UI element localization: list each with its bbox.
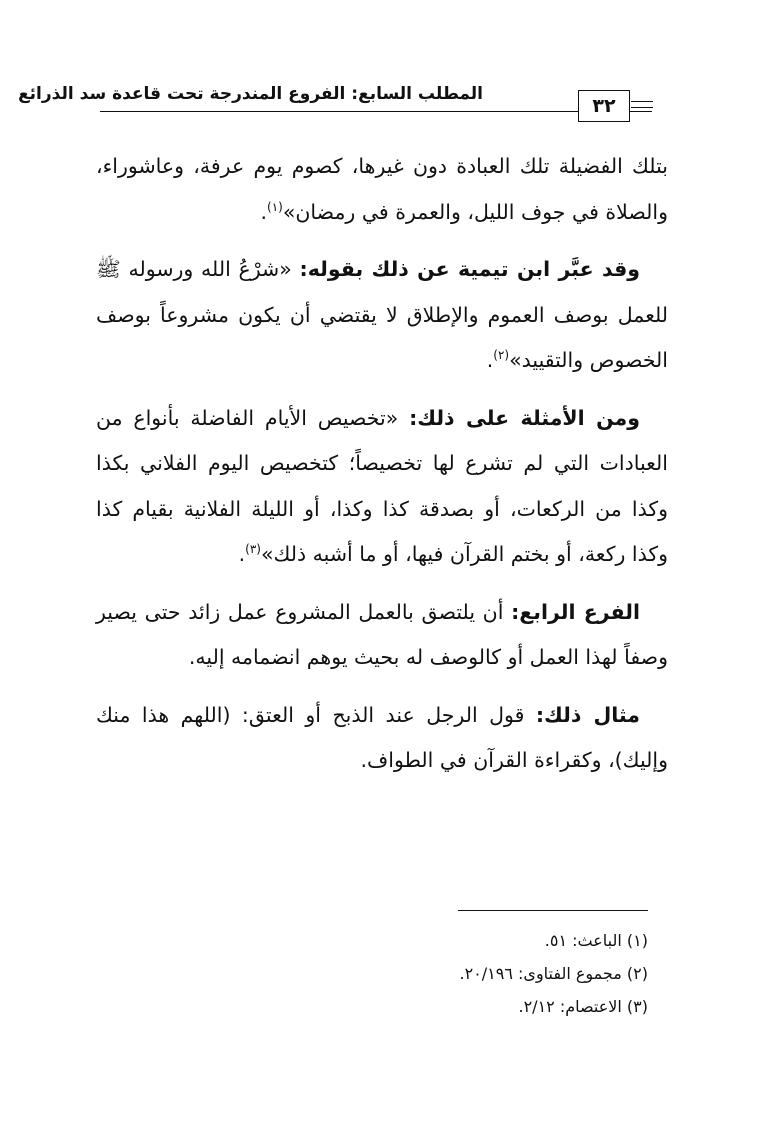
- paragraph-text: أن يلتصق بالعمل المشروع عمل زائد حتى يصير وصفاً لهذا العمل أو كالوصف له بحيث يوهم انضمامه إليه.: [96, 599, 668, 669]
- footnote-3: (٣) الاعتصام: ٢/١٢.: [518, 997, 648, 1016]
- paragraph-lead: وقد عبَّر ابن تيمية عن ذلك بقوله:: [299, 257, 640, 281]
- paragraph-5: [96, 693, 668, 784]
- paragraph-4: [96, 590, 668, 681]
- paragraph-text: بتلك الفضيلة تلك العبادة دون غيرها، كصوم يوم عرفة، وعاشوراء، والصلاة في جوف الليل، والعمرة في رمضان»: [96, 154, 668, 224]
- header-rule-upper: [631, 101, 653, 102]
- footnotes: [148, 924, 648, 1023]
- paragraph-3: [96, 396, 668, 578]
- page-number: [578, 90, 630, 122]
- paragraph-text: «شرْعُ الله ورسوله ﷺ للعمل بوصف العموم والإطلاق لا يقتضي أن يكون مشروعاً بوصف الخصوص والتقييد»: [96, 257, 668, 372]
- header-rule-lower: [631, 107, 653, 108]
- header-rule: [100, 111, 652, 112]
- paragraph-tail: .: [486, 348, 494, 372]
- paragraph-lead: الفرع الرابع:: [511, 599, 640, 624]
- paragraph-2: [96, 247, 668, 384]
- running-title: المطلب السابع: الفروع المندرجة تحت قاعدة سد الذرائع: [18, 84, 483, 104]
- paragraph-lead: مثال ذلك:: [535, 702, 640, 727]
- footnote-2: (٢) مجموع الفتاوى: ٢٠/١٩٦.: [459, 964, 648, 983]
- paragraph-tail: .: [260, 199, 267, 224]
- paragraph-1: [96, 144, 668, 235]
- footnote-rule: [458, 910, 648, 911]
- paragraph-lead: ومن الأمثلة على ذلك:: [409, 405, 640, 430]
- footnote-ref: (٢): [493, 348, 510, 363]
- page-number-text: ٣٢: [592, 95, 616, 117]
- paragraph-text: قول الرجل عند الذبح أو العتق: (اللهم هذا منك وإليك)، وكقراءة القرآن في الطواف.: [96, 702, 668, 772]
- body-text: [96, 144, 668, 796]
- footnote-ref: (٣): [245, 542, 261, 557]
- footnote-1: (١) الباعث: ٥١.: [544, 931, 648, 950]
- paragraph-text: «تخصيص الأيام الفاضلة بأنواع من العبادات التي لم تشرع لها تخصيصاً؛ كتخصيص اليوم الفلاني بكذا وكذا من الركعات، أو بصدقة كذا وكذا، أو الليلة الفلانية بقيام كذا وكذا ركعة، أو بختم القرآن فيها، أو ما أشبه ذلك»: [96, 405, 668, 566]
- paragraph-tail: .: [238, 542, 246, 566]
- footnote-ref: (١): [267, 199, 283, 214]
